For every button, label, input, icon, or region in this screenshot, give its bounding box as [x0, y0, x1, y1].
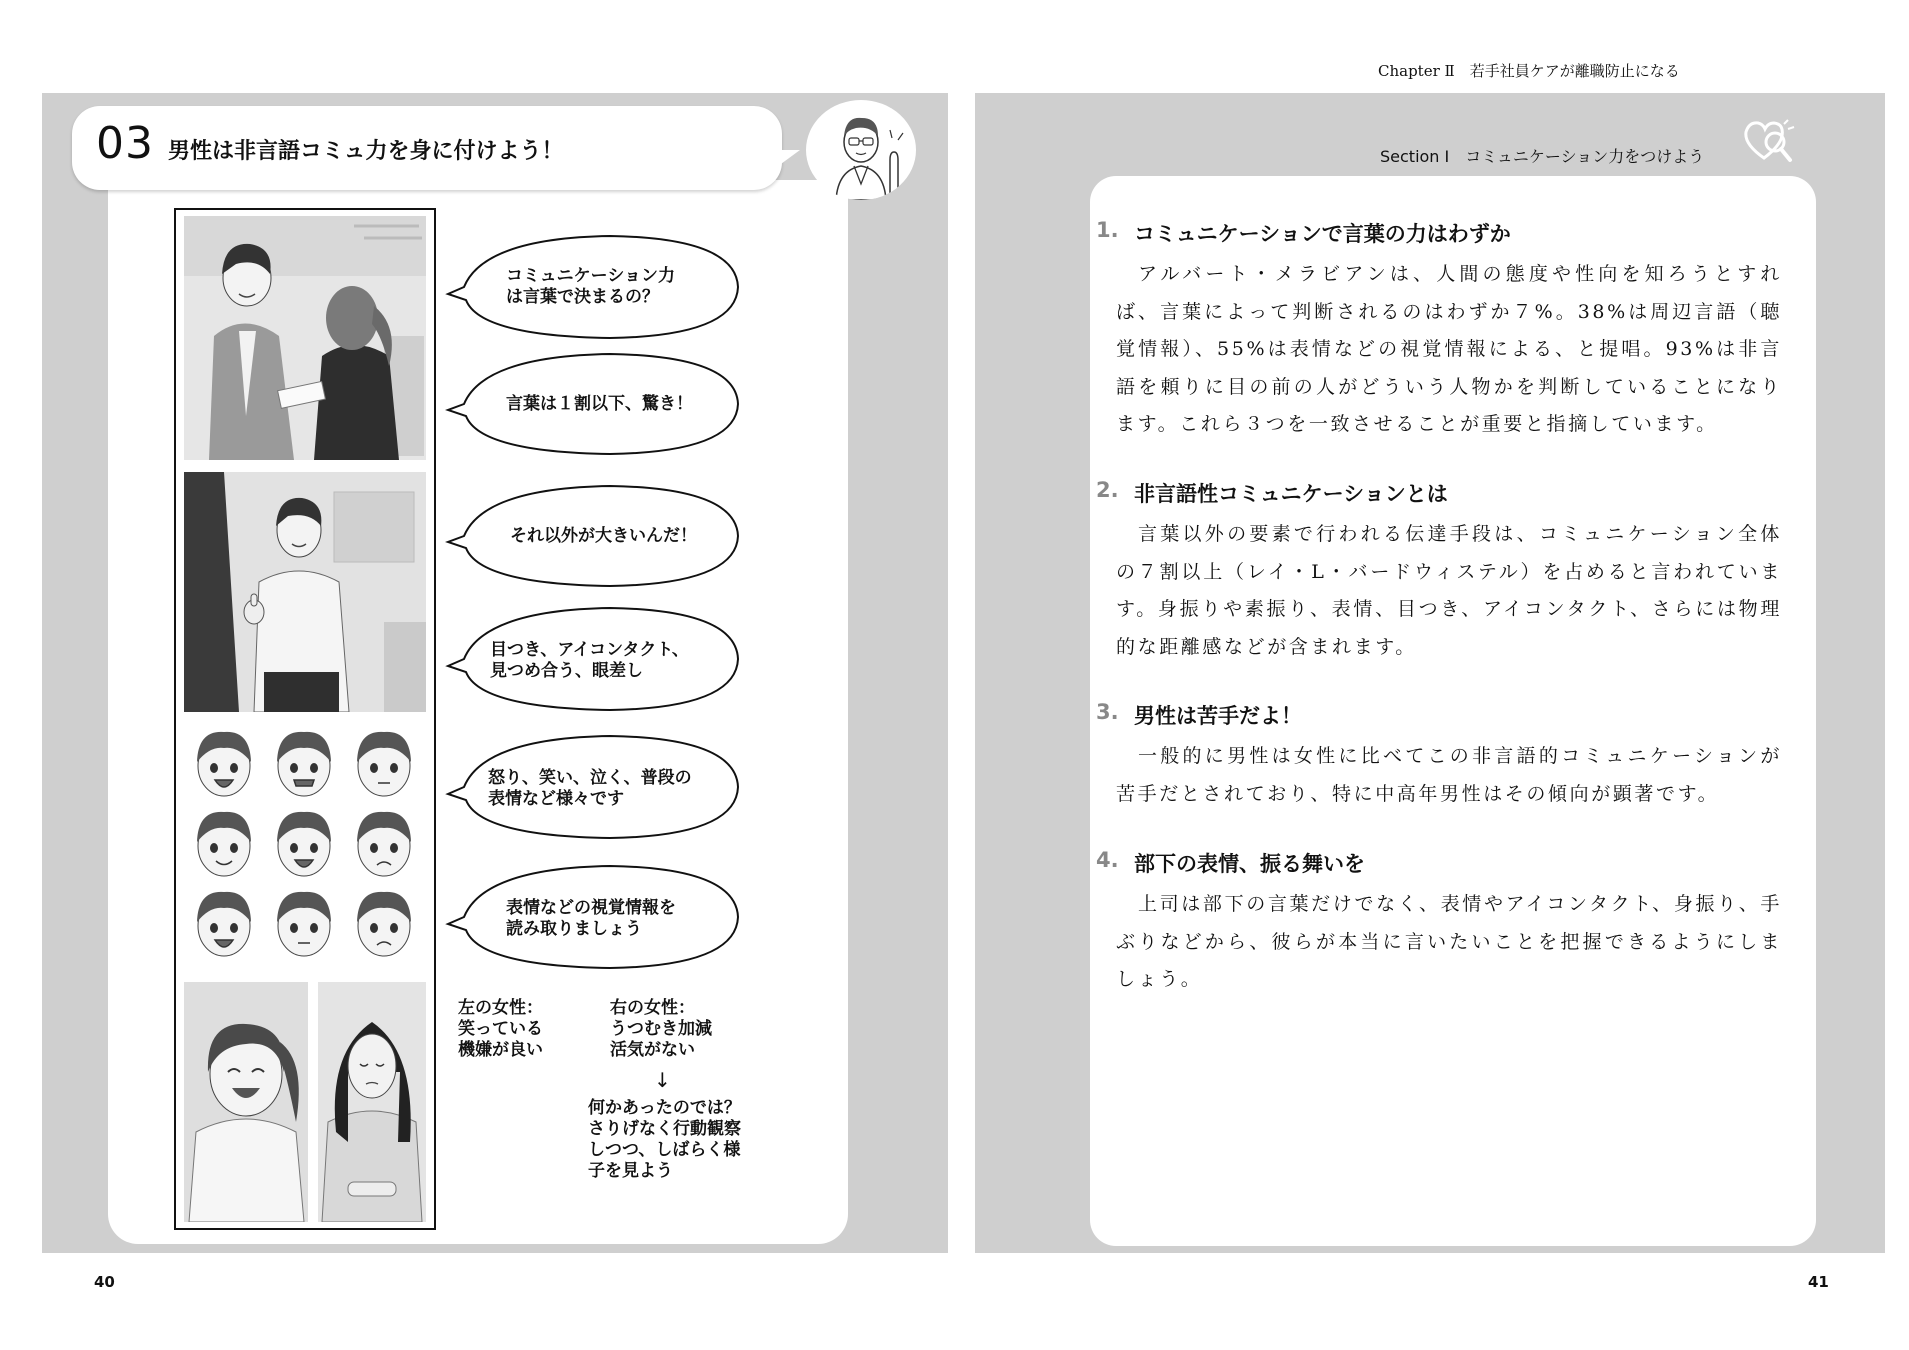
- speech-bubble-text: 怒り、笑い、泣く、普段の 表情など様々です: [488, 768, 692, 809]
- speech-bubble-text: 目つき、アイコンタクト、 見つめ合う、眼差し: [490, 640, 689, 681]
- note-advice: 何かあったのでは？ さりげなく行動観察 しつつ、しばらく様 子を見よう: [588, 1098, 741, 1181]
- face-illustration: [197, 892, 251, 956]
- comic-panel-thumbs-up: [184, 472, 426, 712]
- face-illustration: [357, 892, 411, 956]
- note-right-woman: 右の女性： うつむき加減 活気がない: [610, 998, 712, 1060]
- content-section-2: [1096, 478, 1786, 658]
- comic-panel-conversation: [184, 216, 426, 460]
- section-item-body: アルバート・メラビアンは、人間の態度や性向を知ろうとすれば、言葉によって判断されるのはわずか７%。38%は周辺言語（聴覚情報）、55%は表情などの視覚情報による、と提唱。93%は非言語を頼りに目の前の人がどういう人物かを判断していることになります。これら３つを一致させることが重要と指摘しています。: [1116, 263, 1782, 435]
- speech-bubble-text: 言葉は１割以下、驚き！: [506, 394, 693, 414]
- face-illustration: [197, 812, 251, 876]
- section-item-number: 4.: [1096, 848, 1119, 872]
- face-illustration: [357, 812, 411, 876]
- comic-strip: [174, 208, 436, 1230]
- page-number-right: 41: [1808, 1273, 1829, 1291]
- content-section-1: [1096, 218, 1786, 438]
- face-illustration: [197, 732, 251, 796]
- comic-panel-downcast-woman: [318, 982, 426, 1222]
- section-title: 男性は非言語コミュ力を身に付けよう！: [168, 139, 564, 164]
- speech-bubble: [440, 232, 742, 342]
- section-item-body: 上司は部下の言葉だけでなく、表情やアイコンタクト、身振り、手ぶりなどから、彼らが本当に言いたいことを把握できるようにしましょう。: [1116, 893, 1782, 990]
- section-label: Section Ⅰ コミュニケーション力をつけよう: [1380, 147, 1705, 166]
- speech-bubble: [440, 484, 742, 588]
- section-item-body: 言葉以外の要素で行われる伝達手段は、コミュニケーション全体の７割以上（レイ・L・バードウィステル）を占めると言われています。身振りや素振り、表情、目つき、アイコンタクト、さらには物理的な距離感などが含まれます。: [1116, 523, 1782, 658]
- page-number-left: 40: [94, 1273, 115, 1291]
- speech-bubble-text: 表情などの視覚情報を 読み取りましょう: [506, 898, 676, 939]
- section-item-heading: 男性は苦手だよ！: [1134, 704, 1302, 728]
- heart-search-icon: [1742, 118, 1798, 174]
- teacher-avatar-icon: [806, 100, 916, 200]
- note-left-woman: 左の女性： 笑っている 機嫌が良い: [458, 998, 543, 1060]
- section-item-heading: コミュニケーションで言葉の力はわずか: [1134, 222, 1511, 246]
- speech-bubble: [440, 864, 742, 970]
- face-illustration: [277, 812, 331, 876]
- title-bubble-tail: [770, 150, 800, 172]
- section-item-number: 1.: [1096, 218, 1119, 242]
- speech-bubble-text: それ以外が大きいんだ！: [510, 526, 697, 546]
- chapter-header: Chapter Ⅱ 若手社員ケアが離職防止になる: [1378, 62, 1680, 80]
- section-item-heading: 部下の表情、振る舞いを: [1134, 852, 1365, 876]
- face-illustration: [277, 892, 331, 956]
- comic-panel-facial-expressions: [184, 724, 426, 970]
- section-item-heading: 非言語性コミュニケーションとは: [1134, 482, 1448, 506]
- section-item-number: 2.: [1096, 478, 1119, 502]
- content-section-3: [1096, 700, 1786, 810]
- speech-bubble: [440, 352, 742, 456]
- arrow-down-icon: ↓: [654, 1068, 671, 1092]
- face-illustration: [277, 732, 331, 796]
- speech-bubble: [440, 606, 742, 712]
- face-illustration: [357, 732, 411, 796]
- comic-panel-smiling-woman: [184, 982, 308, 1222]
- section-item-number: 3.: [1096, 700, 1119, 724]
- section-title-bubble: [72, 106, 782, 190]
- speech-bubble: [440, 734, 742, 840]
- section-item-body: 一般的に男性は女性に比べてこの非言語的コミュニケーションが苦手だとされており、特に中高年男性はその傾向が顕著です。: [1116, 745, 1782, 805]
- speech-bubble-text: コミュニケーション力 は言葉で決まるの？: [506, 266, 675, 307]
- content-section-4: [1096, 848, 1786, 1008]
- section-number: 03: [96, 118, 154, 169]
